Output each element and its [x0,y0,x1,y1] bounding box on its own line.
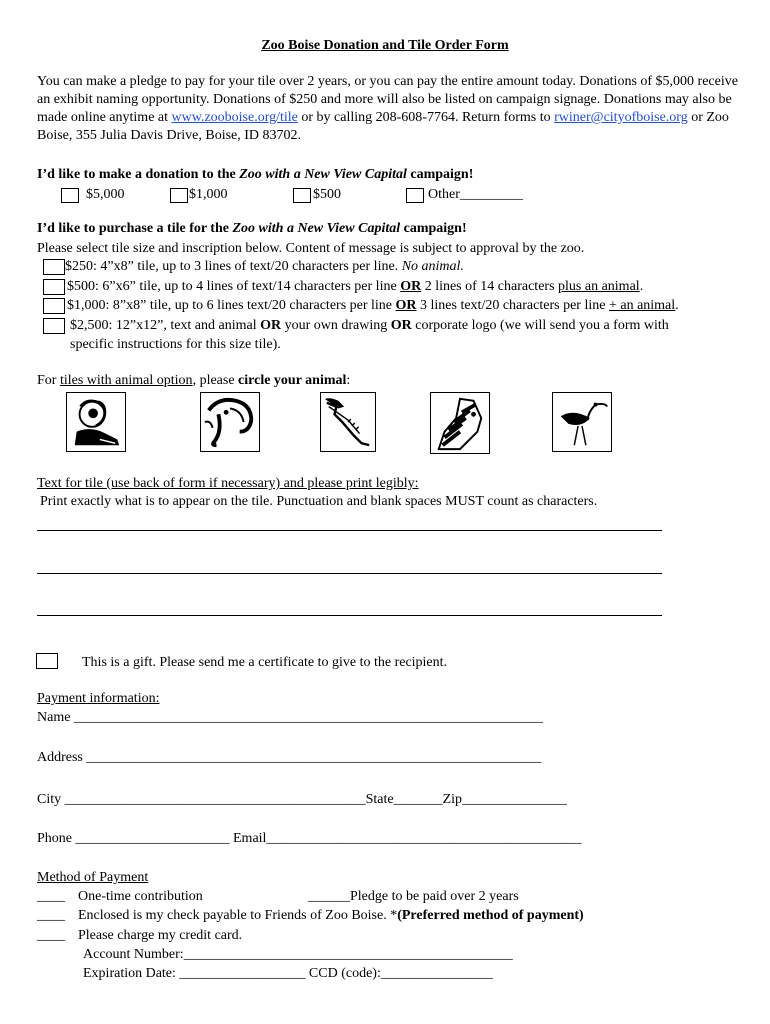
tile-2500-checkbox[interactable] [43,318,65,334]
check-blank[interactable]: ____ [37,908,65,923]
tile-1000-checkbox[interactable] [43,298,65,314]
tile-500-label: $500: 6”x6” tile, up to 4 lines of text/14 characters per line OR 2 lines of 14 characters plus an animal. [67,279,644,294]
donation-1000-label: $1,000 [189,187,228,202]
intro-text-3: or Zoo Boise, 355 Julia Davis Drive, Boise, ID 83702. [37,110,729,143]
donation-heading: I’d like to make a donation to the Zoo with a New View Capital campaign! [37,167,474,182]
elephant-icon[interactable] [200,392,260,452]
tile-text-note: Print exactly what is to appear on the tile. Punctuation and blank spaces MUST count as characters. [40,494,598,509]
tile-text-line-1[interactable] [37,530,662,531]
one-time-label: One-time contribution [78,889,203,904]
check-label: Enclosed is my check payable to Friends of Zoo Boise. *(Preferred method of payment) [78,908,584,923]
tile-text-line-3[interactable] [37,615,662,616]
expiration-ccd-field[interactable]: Expiration Date: __________________ CCD (code):________________ [83,966,493,981]
one-time-blank[interactable]: ____ [37,889,65,904]
crocodile-icon[interactable] [320,392,376,452]
city-state-zip-field[interactable]: City ___________________________________________State_______Zip_______________ [37,792,568,807]
crane-icon[interactable] [552,392,612,452]
email-link[interactable]: rwiner@cityofboise.org [554,110,688,125]
credit-label: Please charge my credit card. [78,928,243,943]
tile-heading: I’d like to purchase a tile for the Zoo with a New View Capital campaign! [37,221,467,236]
intro-text-2: or by calling 208-608-7764. Return forms to [297,110,555,125]
intro-text-1: You can make a pledge to pay for your tile over 2 years, or you can pay the entire amount today. Donations of $5,000 receive an exhibit naming opportunity. Donations of $250 and more will also be listed on campaign signage. Donations may also be made online anytime at [37,74,738,125]
credit-blank[interactable]: ____ [37,928,65,943]
donation-5000-checkbox[interactable] [61,188,79,203]
tile-text-line-2[interactable] [37,573,662,574]
donation-other-checkbox[interactable] [406,188,424,203]
tile-2500-label: $2,500: 12”x12”, text and animal OR your own drawing OR corporate logo (we will send you a form with [70,318,669,333]
address-field[interactable]: Address _________________________________________________________________ [37,750,542,765]
tile-2500-label-line2: specific instructions for this size tile). [70,337,281,352]
intro-paragraph [37,73,742,145]
animal-instructions: For tiles with animal option, please circle your animal: [37,373,351,388]
tile-500-checkbox[interactable] [43,279,65,295]
tile-1000-label: $1,000: 8”x8” tile, up to 6 lines text/20 characters per line OR 3 lines text/20 characters per line + an animal. [67,298,679,313]
phone-email-field[interactable]: Phone ______________________ Email_____________________________________________ [37,831,582,846]
zebra-icon[interactable] [430,392,490,454]
gift-checkbox[interactable] [36,653,58,669]
donation-other-label: Other_________ [428,187,523,202]
zoo-tile-link[interactable]: www.zooboise.org/tile [171,110,298,125]
name-field[interactable]: Name ___________________________________________________________________ [37,710,543,725]
donation-500-label: $500 [313,187,341,202]
payment-heading: Payment information: [37,691,160,706]
donation-500-checkbox[interactable] [293,188,311,203]
tile-instructions: Please select tile size and inscription below. Content of message is subject to approval by the zoo. [37,241,585,256]
form-title: Zoo Boise Donation and Tile Order Form [261,38,509,53]
account-number-field[interactable]: Account Number:_______________________________________________ [83,947,513,962]
pledge-option[interactable]: ______Pledge to be paid over 2 years [308,889,519,904]
gift-label: This is a gift. Please send me a certificate to give to the recipient. [82,655,448,670]
tile-text-heading: Text for tile (use back of form if necessary) and please print legibly: [37,476,419,491]
donation-1000-checkbox[interactable] [170,188,188,203]
tile-250-checkbox[interactable] [43,259,65,275]
lion-icon[interactable] [66,392,126,452]
method-heading: Method of Payment [37,870,149,885]
donation-5000-label: $5,000 [86,187,125,202]
tile-250-label: $250: 4”x8” tile, up to 3 lines of text/20 characters per line. No animal. [65,259,464,274]
